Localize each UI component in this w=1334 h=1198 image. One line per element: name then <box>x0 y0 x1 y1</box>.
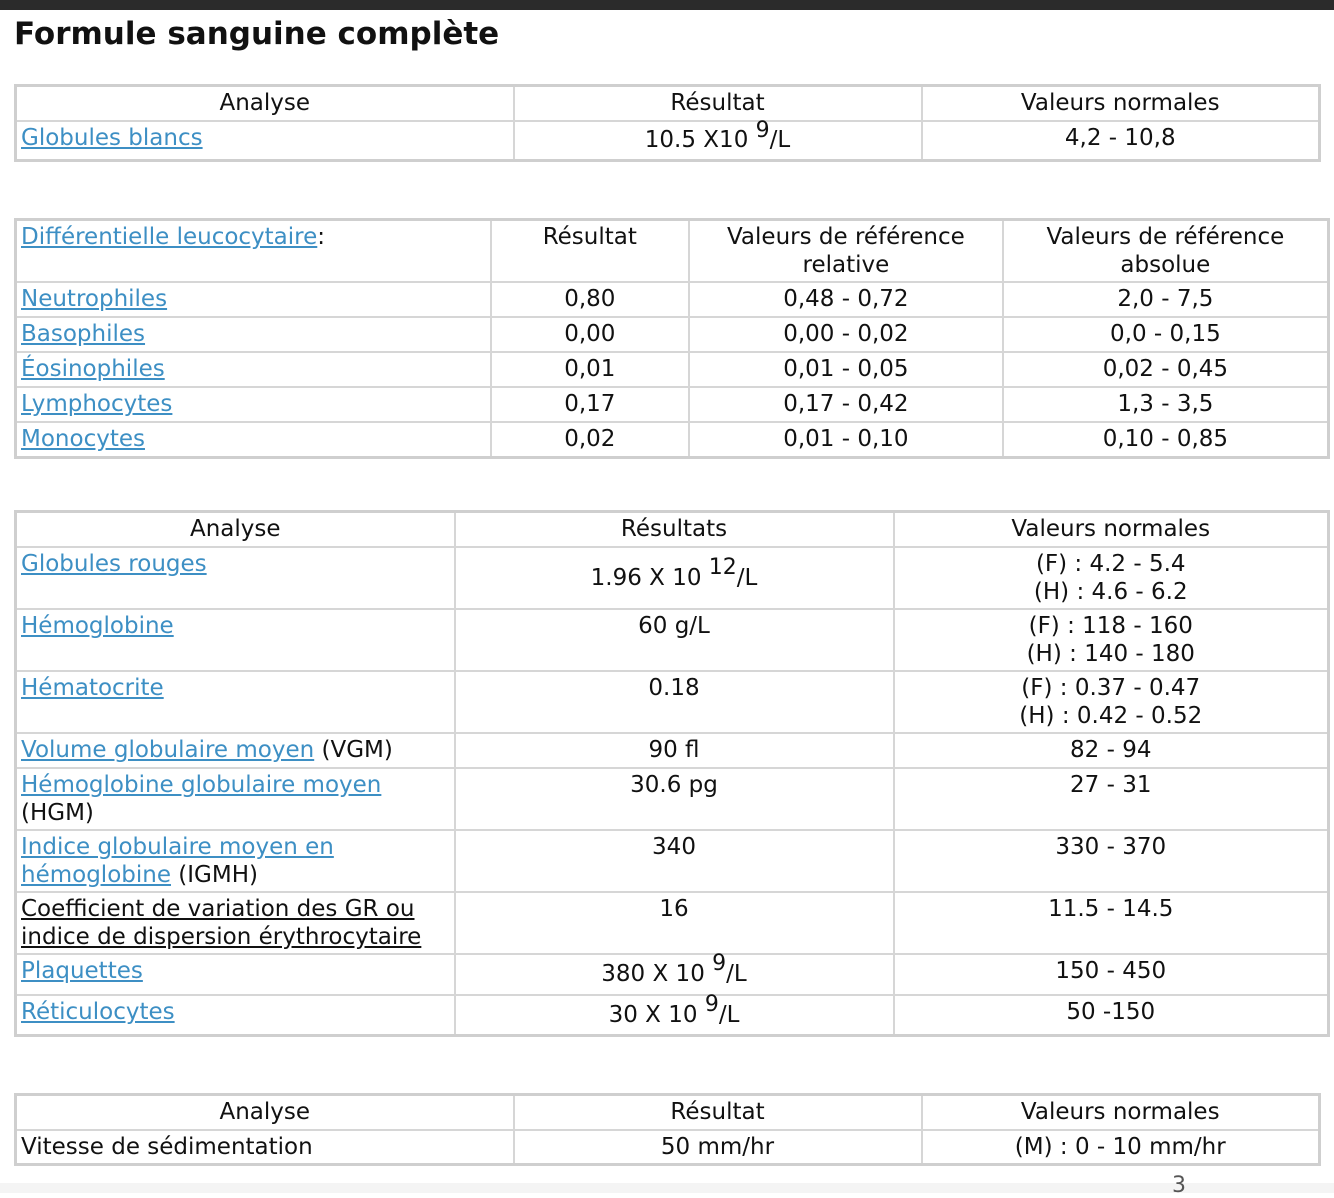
normal-cell: 50 -150 <box>894 995 1329 1036</box>
page-bottom-edge <box>0 1183 1334 1193</box>
vgm-link[interactable]: Volume globulaire moyen <box>21 736 315 763</box>
normal-cell: 150 - 450 <box>894 954 1329 995</box>
globules-rouges-link[interactable]: Globules rouges <box>21 550 207 577</box>
header-resultat: Résultat <box>491 220 689 283</box>
result-cell: 0,02 <box>491 422 689 457</box>
cv-cell: Coefficient de variation des GR ou indice de dispersion érythrocytaire <box>16 892 455 954</box>
table-row <box>16 547 1329 609</box>
monocytes-link[interactable]: Monocytes <box>21 426 145 452</box>
header-ref-relative: Valeurs de référence relative <box>689 220 1003 283</box>
relative-cell: 0,48 - 0,72 <box>689 282 1003 317</box>
lymphocytes-link[interactable]: Lymphocytes <box>21 391 173 417</box>
absolute-cell: 0,0 - 0,15 <box>1003 317 1329 352</box>
result-cell: 0,17 <box>491 387 689 422</box>
differential-header: Différentielle leucocytaire: <box>16 220 491 283</box>
table-row <box>16 352 1329 387</box>
relative-cell: 0,01 - 0,10 <box>689 422 1003 457</box>
header-valeurs-normales: Valeurs normales <box>894 512 1329 547</box>
absolute-cell: 0,10 - 0,85 <box>1003 422 1329 457</box>
normal-cell: (F) : 118 - 160 (H) : 140 - 180 <box>894 609 1329 671</box>
absolute-cell: 2,0 - 7,5 <box>1003 282 1329 317</box>
header-valeurs-normales: Valeurs normales <box>922 86 1320 121</box>
sedimentation-table <box>14 1093 1321 1166</box>
relative-cell: 0,01 - 0,05 <box>689 352 1003 387</box>
igmh-link[interactable]: Indice globulaire moyen en <box>21 833 334 860</box>
relative-cell: 0,17 - 0,42 <box>689 387 1003 422</box>
header-ref-absolue: Valeurs de référence absolue <box>1003 220 1329 283</box>
table-row <box>16 954 1329 995</box>
result-cell: 90 fl <box>455 733 894 768</box>
header-resultats: Résultats <box>455 512 894 547</box>
normal-cell: 82 - 94 <box>894 733 1329 768</box>
table-row <box>16 892 1329 954</box>
result-cell: 0,00 <box>491 317 689 352</box>
header-analyse: Analyse <box>16 86 514 121</box>
analyse-cell: Vitesse de sédimentation <box>16 1130 514 1165</box>
table-row <box>16 422 1329 457</box>
neutrophiles-link[interactable]: Neutrophiles <box>21 286 168 312</box>
red-cells-table <box>14 510 1330 1037</box>
header-analyse: Analyse <box>16 1095 514 1130</box>
table-row: Volume globulaire moyen (VGM) 90 fl 82 - 94 <box>16 733 1329 768</box>
reticulocytes-link[interactable]: Réticulocytes <box>21 998 175 1025</box>
normal-cell: (F) : 0.37 - 0.47 (H) : 0.42 - 0.52 <box>894 671 1329 733</box>
absolute-cell: 0,02 - 0,45 <box>1003 352 1329 387</box>
table-row <box>16 1130 1320 1165</box>
globules-blancs-link[interactable]: Globules blancs <box>21 124 203 151</box>
table-row <box>16 609 1329 671</box>
eosinophiles-link[interactable]: Éosinophiles <box>21 356 165 382</box>
result-cell: 30 X 10 $^9$/L <box>455 995 894 1036</box>
result-cell: 1.96 X 10 $^{12}$/L <box>455 547 894 609</box>
normal-cell: 330 - 370 <box>894 830 1329 892</box>
table-row <box>16 121 1320 161</box>
differentielle-leucocytaire-link[interactable]: Différentielle leucocytaire <box>21 224 318 250</box>
table-row <box>16 282 1329 317</box>
header-valeurs-normales: Valeurs normales <box>922 1095 1320 1130</box>
normal-cell: (F) : 4.2 - 5.4 (H) : 4.6 - 6.2 <box>894 547 1329 609</box>
table-row <box>16 995 1329 1036</box>
table-row: Indice globulaire moyen en hémoglobine (IGMH) 340 330 - 370 <box>16 830 1329 892</box>
normal-cell: 27 - 31 <box>894 768 1329 830</box>
basophiles-link[interactable]: Basophiles <box>21 321 146 347</box>
relative-cell: 0,00 - 0,02 <box>689 317 1003 352</box>
plaquettes-link[interactable]: Plaquettes <box>21 957 143 984</box>
absolute-cell: 1,3 - 3,5 <box>1003 387 1329 422</box>
table-row <box>16 671 1329 733</box>
top-bar <box>0 0 1334 10</box>
hgm-link[interactable]: Hémoglobine globulaire moyen <box>21 771 382 798</box>
normal-cell: 11.5 - 14.5 <box>894 892 1329 954</box>
page-title: Formule sanguine complète <box>14 16 500 52</box>
hemoglobine-link[interactable]: Hémoglobine <box>21 612 174 639</box>
header-resultat: Résultat <box>514 1095 922 1130</box>
result-cell: 30.6 pg <box>455 768 894 830</box>
page-number: 3 <box>1172 1173 1186 1198</box>
table-row: Hémoglobine globulaire moyen (HGM) 30.6 pg 27 - 31 <box>16 768 1329 830</box>
normal-cell: 4,2 - 10,8 <box>922 121 1320 161</box>
hematocrite-link[interactable]: Hématocrite <box>21 674 164 701</box>
igmh-link-cont[interactable]: hémoglobine <box>21 861 171 888</box>
result-cell: 16 <box>455 892 894 954</box>
result-cell: 0,80 <box>491 282 689 317</box>
white-cells-table <box>14 84 1321 162</box>
result-cell: 340 <box>455 830 894 892</box>
header-analyse: Analyse <box>16 512 455 547</box>
normal-cell: (M) : 0 - 10 mm/hr <box>922 1130 1320 1165</box>
result-cell: 60 g/L <box>455 609 894 671</box>
result-cell: 0,01 <box>491 352 689 387</box>
table-row <box>16 387 1329 422</box>
differential-table <box>14 218 1330 459</box>
table-row <box>16 317 1329 352</box>
result-cell: 10.5 X10 $^9$/L <box>514 121 922 161</box>
result-cell: 0.18 <box>455 671 894 733</box>
header-resultat: Résultat <box>514 86 922 121</box>
result-cell: 380 X 10 $^9$/L <box>455 954 894 995</box>
result-cell: 50 mm/hr <box>514 1130 922 1165</box>
